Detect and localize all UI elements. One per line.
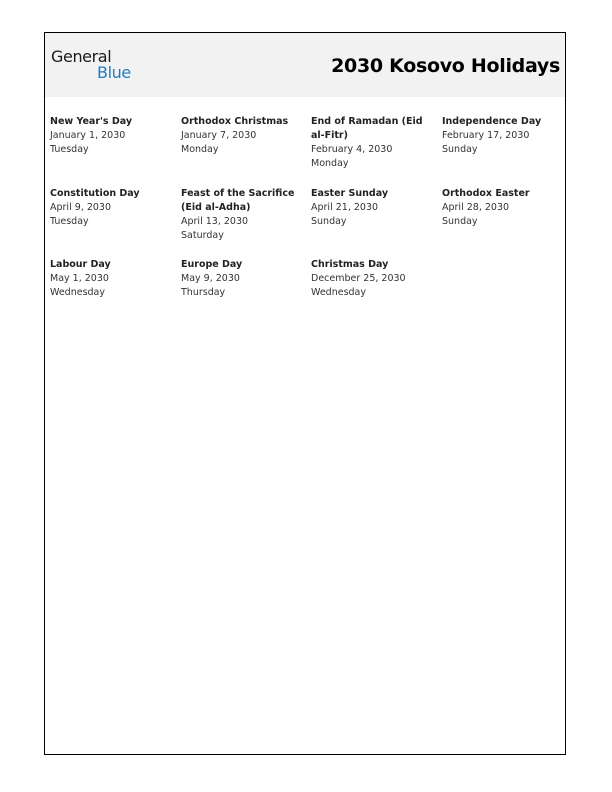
holiday-weekday: Tuesday: [50, 144, 89, 155]
holiday-item: [181, 258, 303, 300]
holiday-row: [50, 187, 570, 258]
holiday-item: [311, 187, 433, 229]
holiday-name: Christmas Day: [311, 259, 389, 270]
holiday-date: April 21, 2030: [311, 202, 379, 213]
holiday-date: May 1, 2030: [50, 273, 109, 284]
holiday-name: Easter Sunday: [311, 188, 389, 199]
holiday-name: Labour Day: [50, 259, 111, 270]
holiday-date: January 7, 2030: [181, 130, 257, 141]
holiday-name: Constitution Day: [50, 188, 140, 199]
holiday-name: New Year's Day: [50, 116, 133, 127]
holiday-weekday: Sunday: [311, 216, 347, 227]
header-band: [45, 33, 565, 97]
holiday-item: [50, 258, 172, 300]
holiday-item: [50, 115, 172, 157]
holiday-name: Orthodox Christmas: [181, 116, 289, 127]
holiday-name: Orthodox Easter: [442, 188, 530, 199]
holiday-name: Feast of the Sacrifice (Eid al-Adha): [181, 188, 295, 213]
holiday-weekday: Wednesday: [311, 287, 367, 298]
page-title: 2030 Kosovo Holidays: [331, 55, 560, 77]
brand-logo: [51, 48, 141, 84]
holiday-weekday: Sunday: [442, 144, 478, 155]
holiday-item: [442, 187, 564, 229]
holiday-date: May 9, 2030: [181, 273, 240, 284]
logo-text-general: General: [51, 47, 112, 66]
holiday-item: [181, 187, 303, 243]
holiday-item: [442, 115, 564, 157]
holiday-date: January 1, 2030: [50, 130, 126, 141]
holiday-name: End of Ramadan (Eid al-Fitr): [311, 116, 423, 141]
holiday-date: December 25, 2030: [311, 273, 406, 284]
logo-text-blue: Blue: [97, 63, 131, 82]
holiday-weekday: Saturday: [181, 230, 224, 241]
holiday-name: Independence Day: [442, 116, 542, 127]
holiday-weekday: Thursday: [181, 287, 226, 298]
holiday-row: [50, 115, 570, 187]
holiday-grid: [50, 115, 570, 308]
page-frame: [44, 32, 566, 755]
holiday-name: Europe Day: [181, 259, 243, 270]
holiday-weekday: Monday: [181, 144, 219, 155]
holiday-date: April 28, 2030: [442, 202, 510, 213]
holiday-weekday: Tuesday: [50, 216, 89, 227]
holiday-date: April 9, 2030: [50, 202, 111, 213]
holiday-weekday: Monday: [311, 158, 349, 169]
holiday-item: [50, 187, 172, 229]
holiday-date: April 13, 2030: [181, 216, 249, 227]
holiday-item: [311, 115, 433, 171]
holiday-weekday: Sunday: [442, 216, 478, 227]
holiday-item: [311, 258, 433, 300]
holiday-weekday: Wednesday: [50, 287, 106, 298]
holiday-date: February 4, 2030: [311, 144, 393, 155]
holiday-date: February 17, 2030: [442, 130, 530, 141]
holiday-item: [181, 115, 303, 157]
holiday-row: [50, 258, 570, 308]
